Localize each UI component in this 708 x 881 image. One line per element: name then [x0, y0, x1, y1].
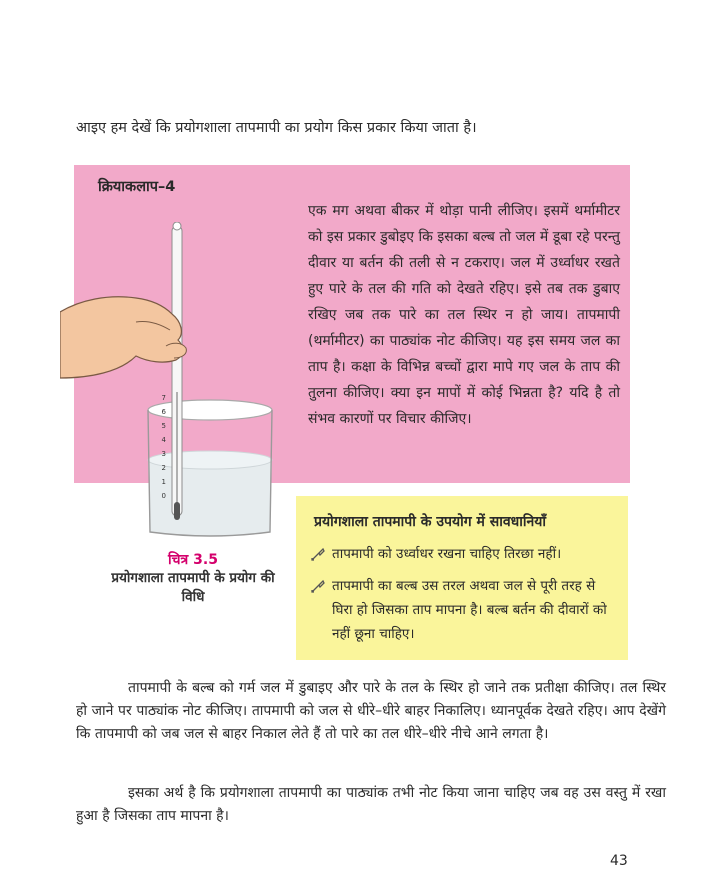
- pen-nib-icon: [310, 578, 326, 594]
- precaution-item: [310, 542, 614, 566]
- scale-label: 6: [161, 408, 166, 416]
- figure-caption: [108, 550, 278, 607]
- precautions-list: [310, 542, 614, 654]
- activity-title: क्रियाकलाप–4: [98, 179, 176, 195]
- scale-label: 7: [161, 394, 166, 402]
- scale-label: 4: [161, 436, 166, 444]
- water-surface: [148, 451, 272, 469]
- hand-icon: [60, 297, 182, 378]
- page-number: 43: [610, 853, 628, 869]
- activity-text: एक मग अथवा बीकर में थोड़ा पानी लीजिए। इसमें थर्मामीटर को इस प्रकार डुबोइए कि इसका बल्ब तो जल में डूबा रहे परन्तु दीवार या बर्तन की तली से न टकराए। जल में उर्ध्वाधर रखते हुए पारे के तल की गति को देखते रहिए। इसे तब तक डुबाए रखिए जब तक पारे का तल स्थिर न हो जाय। तापमापी (थर्मामीटर) का पाठ्यांक नोट कीजिए। यह इस समय जल का ताप है। कक्षा के विभिन्न बच्चों द्वारा मापे गए जल के ताप की तुलना कीजिए। क्या इन मापों में कोई भिन्नता है? यदि है तो संभव कारणों पर विचार कीजिए।: [308, 203, 620, 427]
- scale-label: 5: [161, 422, 166, 430]
- scale-label: 3: [161, 450, 166, 458]
- body-paragraph: इसका अर्थ है कि प्रयोगशाला तापमापी का पाठ्यांक तभी नोट किया जाना चाहिए जब वह उस वस्तु में रखा हुआ है जिसका ताप मापना है।: [76, 785, 666, 824]
- thermometer-top-loop: [173, 222, 181, 230]
- precaution-text: तापमापी को उर्ध्वाधर रखना चाहिए तिरछा नहीं।: [332, 546, 562, 562]
- body-paragraph: तापमापी के बल्ब को गर्म जल में डुबाइए और पारे के तल के स्थिर हो जाने तक प्रतीक्षा कीजिए। तल स्थिर हो जाने पर पाठ्यांक नोट कीजिए। तापमापी को जल से धीरे–धीरे बाहर निकालिए। ध्यानपूर्वक देखते रहिए। आप देखेंगे कि तापमापी को जब जल से बाहर निकाल लेते हैं तो पारे का तल धीरे–धीरे नीचे आने लगता है।: [76, 680, 666, 742]
- beaker-water: [148, 460, 272, 536]
- figure-caption-text: प्रयोगशाला तापमापी के प्रयोग की विधि: [111, 570, 275, 605]
- figure-number: चित्र 3.5: [168, 552, 218, 568]
- precautions-title: प्रयोगशाला तापमापी के उपयोग में सावधानियाँ: [314, 514, 546, 530]
- thermometer-bulb: [174, 502, 180, 520]
- pen-nib-icon: [310, 546, 326, 562]
- beaker-rim: [148, 400, 272, 420]
- scale-label: 2: [161, 464, 166, 472]
- scale-label: 1: [161, 478, 166, 486]
- precaution-item: [310, 574, 614, 646]
- scale-label: 0: [161, 492, 166, 500]
- precaution-text: तापमापी का बल्ब उस तरल अथवा जल से पूरी तरह से घिरा हो जिसका ताप मापना है। बल्ब बर्तन की दीवारों को नहीं छूना चाहिए।: [332, 578, 607, 642]
- intro-text: आइए हम देखें कि प्रयोगशाला तापमापी का प्रयोग किस प्रकार किया जाता है।: [76, 120, 477, 136]
- thermometer-beaker-illustration: [60, 222, 290, 542]
